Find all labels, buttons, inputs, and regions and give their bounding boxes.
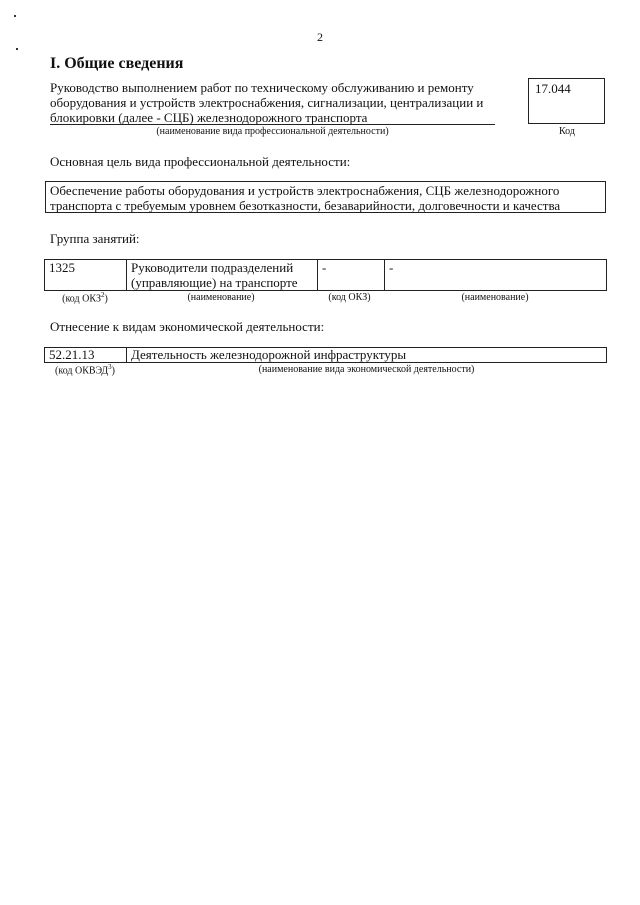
goal-text: Обеспечение работы оборудования и устройств электроснабжения, СЦБ железнодорожного транспорта с требуемым уровнем безотказности, безаварийности, долговечности и качества (50, 183, 561, 213)
occupation-group-table (44, 259, 607, 291)
occupation-name-cell-2: - (385, 260, 607, 291)
table-row (45, 348, 607, 363)
section-title: I. Общие сведения (50, 55, 184, 72)
table-row (45, 260, 607, 291)
okved-code-caption: (код ОКВЭД$^3$) (55, 363, 115, 377)
page-number: 2 (317, 30, 323, 44)
scan-speck (16, 48, 18, 50)
occupation-group-label: Группа занятий: (50, 231, 140, 246)
okz-code-cell-2: - (318, 260, 385, 291)
goal-label: Основная цель вида профессиональной деятельности: (50, 154, 351, 169)
okz-code-cell: 1325 (45, 260, 127, 291)
activity-name-underline (50, 124, 495, 125)
occupation-name-caption: (наименование) (187, 292, 255, 303)
okz-code-caption: (код ОКЗ$^2$) (62, 291, 108, 305)
goal-box (45, 181, 606, 213)
economic-activity-name-cell: Деятельность железнодорожной инфраструктуры (127, 348, 607, 363)
activity-code-caption: Код (559, 126, 575, 137)
okz-code-caption-2: (код ОКЗ) (328, 292, 371, 303)
economic-activity-label: Отнесение к видам экономической деятельности: (50, 319, 325, 334)
okved-code-cell: 52.21.13 (45, 348, 127, 363)
activity-name: Руководство выполнением работ по техническому обслуживанию и ремонту оборудования и устройств электроснабжения, сигнализации, централизации и блокировки (далее - СЦБ) железнодорожного транспорта (50, 80, 484, 125)
activity-code-box (528, 78, 605, 124)
economic-activity-table (44, 347, 607, 363)
occupation-name-caption-2: (наименование) (461, 292, 529, 303)
activity-code: 17.044 (535, 81, 571, 96)
scan-speck (14, 15, 16, 17)
occupation-name-cell: Руководители подразделений (управляющие) на транспорте (127, 260, 318, 291)
activity-name-caption: (наименование вида профессиональной деятельности) (156, 126, 389, 137)
economic-activity-name-caption: (наименование вида экономической деятельности) (258, 364, 475, 375)
